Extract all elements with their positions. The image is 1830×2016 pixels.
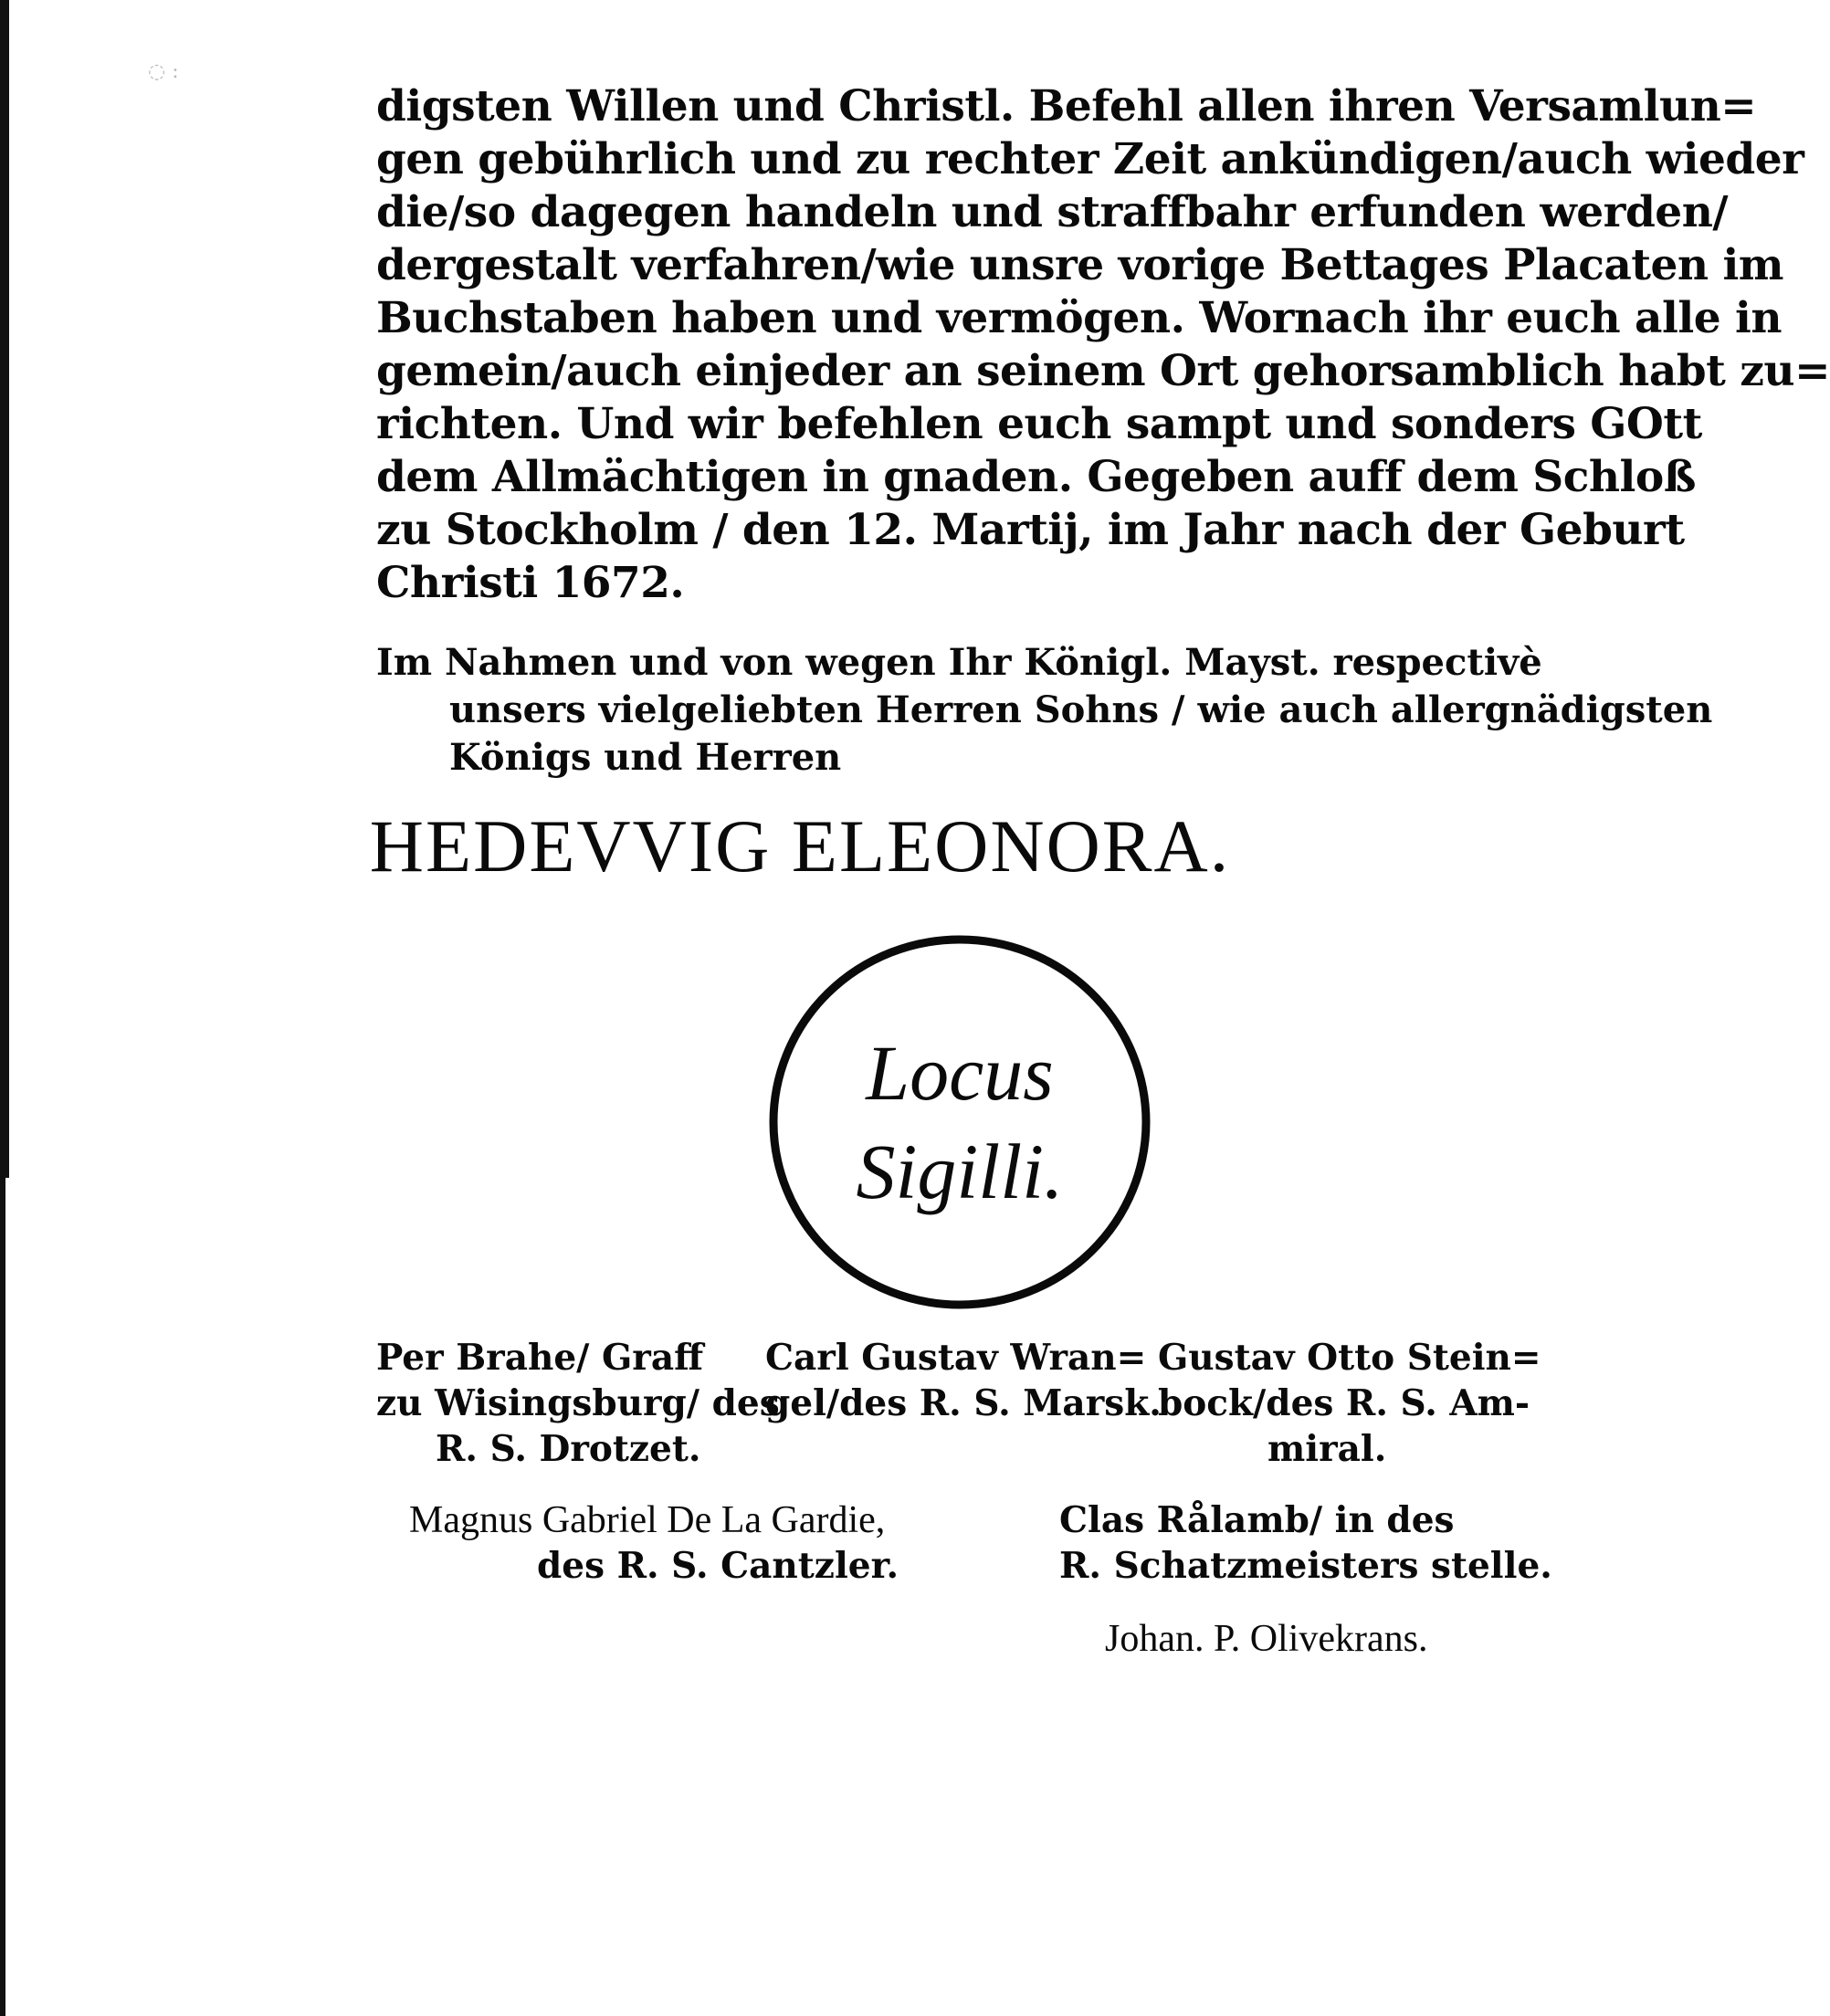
text-line: gen gebührlich und zu rechter Zeit ankündigen/auch wieder [376, 134, 1804, 184]
signature-line: zu Wisingsburg/ des [376, 1382, 780, 1424]
signature-line: Magnus Gabriel De La Gardie, [409, 1499, 886, 1541]
seal-line-sigilli: Sigilli. [856, 1128, 1064, 1215]
text-line: dem Allmächtigen in gnaden. Gegeben auff dem Schloß [376, 452, 1696, 502]
signature-line: Gustav Otto Stein= [1158, 1337, 1541, 1379]
text-line: zu Stockholm / den 12. Martij, im Jahr nach der Geburt [376, 505, 1685, 555]
signature-wrangel [765, 1335, 1162, 1426]
signature-brahe [376, 1335, 780, 1472]
attestation-line: Königs und Herren [449, 736, 842, 779]
attestation-block [376, 639, 1713, 782]
signature-line: R. S. Drotzet. [436, 1428, 701, 1470]
text-line: die/so dagegen handeln und straffbahr erfunden werden/ [376, 187, 1729, 237]
margin-mark: ◌ : [148, 60, 179, 83]
signature-ralamb [1059, 1497, 1552, 1589]
signature-line: gel/des R. S. Marsk. [765, 1382, 1162, 1424]
text-line: richten. Und wir befehlen euch sampt und sonders GOtt [376, 399, 1702, 449]
signature-stenbock [1158, 1335, 1541, 1472]
seal-text [769, 931, 1151, 1313]
attestation-line: unsers vielgeliebten Herren Sohns / wie auch allergnädigsten [449, 688, 1713, 731]
signature-de-la-gardie [409, 1497, 899, 1589]
signature-line: Carl Gustav Wran= [765, 1337, 1147, 1379]
text-line: gemein/auch einjeder an seinem Ort gehorsamblich habt zu= [376, 346, 1830, 396]
signature-line: miral. [1267, 1428, 1387, 1470]
scan-edge-shadow-lower [0, 1178, 5, 2016]
text-line: Buchstaben haben und vermögen. Wornach ihr euch alle in [376, 293, 1782, 343]
signature-line: des R. S. Cantzler. [537, 1545, 899, 1587]
text-line: Christi 1672. [376, 558, 685, 608]
signature-olivekrans: Johan. P. Olivekrans. [1105, 1618, 1428, 1660]
seal [769, 931, 1151, 1313]
regent-name: HEDEVVIG ELEONORA. [369, 804, 1231, 887]
signature-line: R. Schatzmeisters stelle. [1059, 1545, 1552, 1587]
attestation-line: Im Nahmen und von wegen Ihr Königl. Mayst. respectivè [376, 641, 1542, 684]
proclamation-text [376, 80, 1830, 610]
signature-line: bock/des R. S. Am- [1158, 1382, 1530, 1424]
signature-line: Per Brahe/ Graff [376, 1337, 704, 1379]
scan-edge-shadow [0, 0, 9, 1178]
text-line: dergestalt verfahren/wie unsre vorige Bettages Placaten im [376, 240, 1784, 290]
signature-line: Clas Rålamb/ in des [1059, 1499, 1455, 1541]
seal-line-locus: Locus [866, 1029, 1054, 1117]
text-line: digsten Willen und Christl. Befehl allen ihren Versamlun= [376, 81, 1757, 131]
